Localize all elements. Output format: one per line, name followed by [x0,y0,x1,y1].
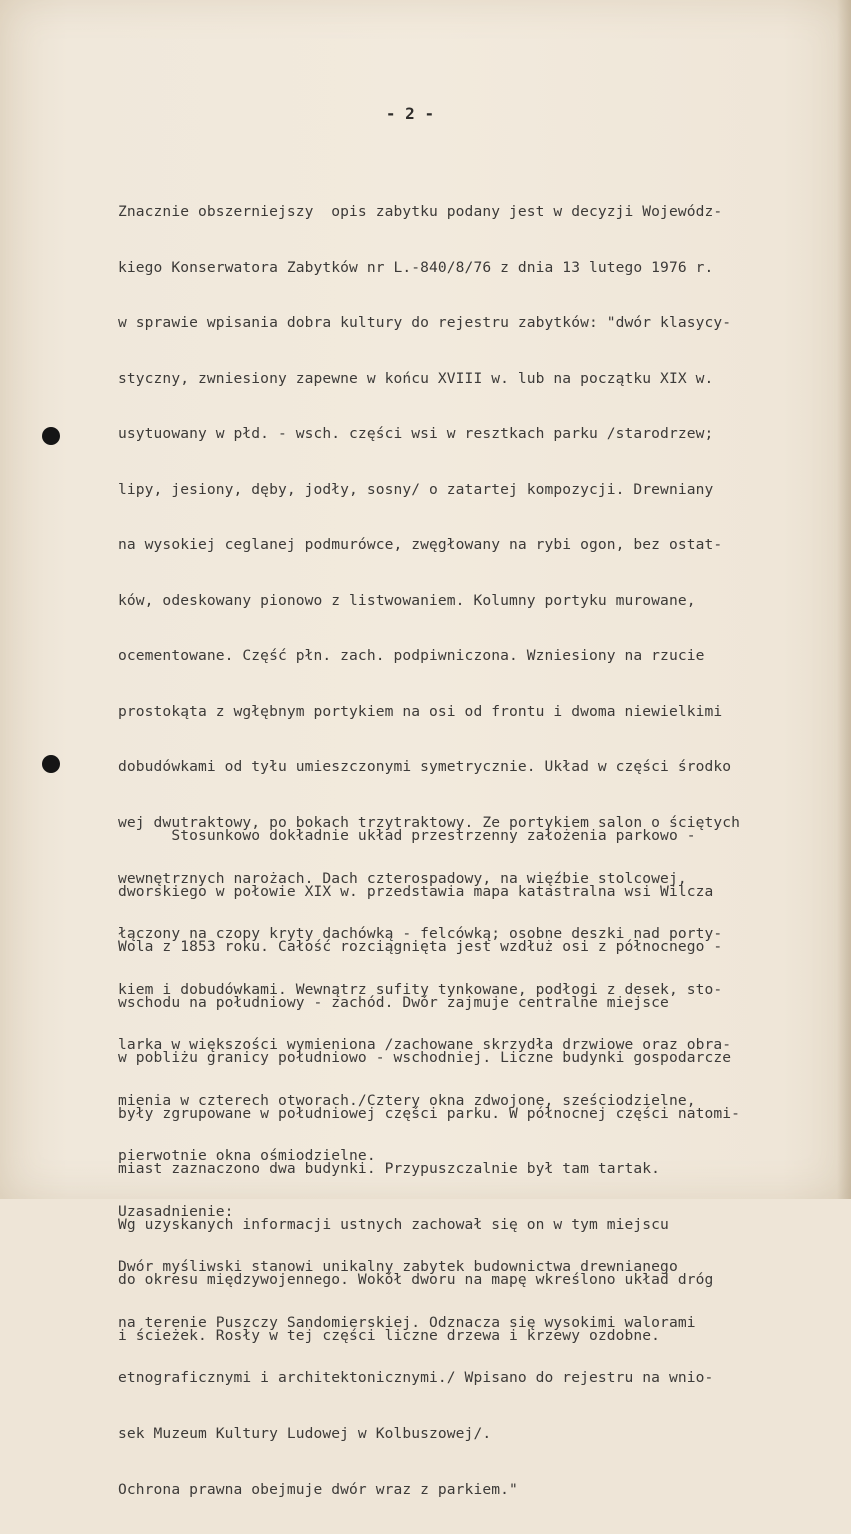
text-line: Dwór myśliwski stanowi unikalny zabytek budownictwa drewnianego [118,1258,678,1276]
text-line: miast zaznaczono dwa budynki. Przypuszczalnie był tam tartak. [118,1160,661,1178]
page-number: - 2 - [385,104,435,123]
text-line: ków, odeskowany pionowo z listwowaniem. Kolumny portyku murowane, [118,591,696,609]
text-line: kiem i dobudówkami. Wewnątrz sufity tynkowane, podłogi z desek, sto- [118,980,723,998]
punch-hole [42,755,60,773]
text-line: Stosunkowo dokładnie układ przestrzenny założenia parkowo - [118,827,696,844]
text-line: Ochrona prawna obejmuje dwór wraz z parkiem." [118,1480,518,1498]
text-line: usytuowany w płd. - wsch. części wsi w resztkach parku /starodrzew; [118,425,714,443]
text-line: wewnętrznych narożach. Dach czterospadowy, na więźbie stolcowej, [118,869,687,887]
text-line: Wg uzyskanych informacji ustnych zachował się on w tym miejscu [118,1215,669,1233]
text-line: mienia w czterech otworach./Cztery okna zdwojone, sześciodzielne, [118,1091,696,1109]
text-line: w sprawie wpisania dobra kultury do rejestru zabytków: "dwór klasycy- [118,314,732,332]
section-heading-uzasadnienie: Uzasadnienie: [118,1202,234,1220]
paragraph-map-description [118,791,740,1380]
text-line: i ścieżek. Rosły w tej części liczne drzewa i krzewy ozdobne. [118,1326,661,1344]
text-line: Wola z 1853 roku. Całość rozciągnięta jest wzdłuż osi z północnego - [118,938,723,956]
text-line: sek Muzeum Kultury Ludowej w Kolbuszowej/. [118,1425,492,1443]
text-line: dworskiego w połowie XIX w. przedstawia mapa katastralna wsi Wilcza [118,882,714,900]
punch-hole [42,427,60,445]
text-line: prostokąta z wgłębnym portykiem na osi od frontu i dwoma niewielkimi [118,702,723,720]
text-line: w pobliżu granicy południowo - wschodniej. Liczne budynki gospodarcze [118,1049,732,1067]
text-line: etnograficznymi i architektonicznymi./ Wpisano do rejestru na wnio- [118,1369,714,1387]
text-line: dobudówkami od tyłu umieszczonymi symetrycznie. Układ w części środko [118,758,732,776]
text-line: pierwotnie okna ośmiodzielne. [118,1147,376,1165]
text-line: larka w większości wymieniona /zachowane skrzydła drzwiowe oraz obra- [118,1036,732,1054]
text-line: na terenie Puszczy Sandomierskiej. Odznacza się wysokimi walorami [118,1313,696,1331]
page-edge-shadow [837,0,851,1199]
text-line: wej dwutraktowy, po bokach trzytraktowy. Ze portykiem salon o ściętych [118,814,741,832]
text-line: styczny, zwniesiony zapewne w końcu XVIII w. lub na początku XIX w. [118,369,714,387]
text-line: wschodu na południowy - zachód. Dwór zajmuje centralne miejsce [118,993,669,1011]
text-line: lipy, jesiony, dęby, jodły, sosny/ o zatartej kompozycji. Drewniany [118,480,714,498]
text-line: były zgrupowane w południowej części parku. W północnej części natomi- [118,1104,741,1122]
text-line: ocementowane. Część płn. zach. podpiwniczona. Wzniesiony na rzucie [118,647,705,665]
text-line: Znacznie obszerniejszy opis zabytku podany jest w decyzji Wojewódz- [118,203,723,220]
text-line: do okresu międzywojennego. Wokół dworu na mapę wkreślono układ dróg [118,1271,714,1289]
text-line: kiego Konserwatora Zabytków nr L.-840/8/76 z dnia 13 lutego 1976 r. [118,258,714,276]
text-line: na wysokiej ceglanej podmurówce, zwęgłowany na rybi ogon, bez ostat- [118,536,723,554]
text-line: łączony na czopy kryty dachówką - felcówką; osobne deszki nad porty- [118,925,723,943]
